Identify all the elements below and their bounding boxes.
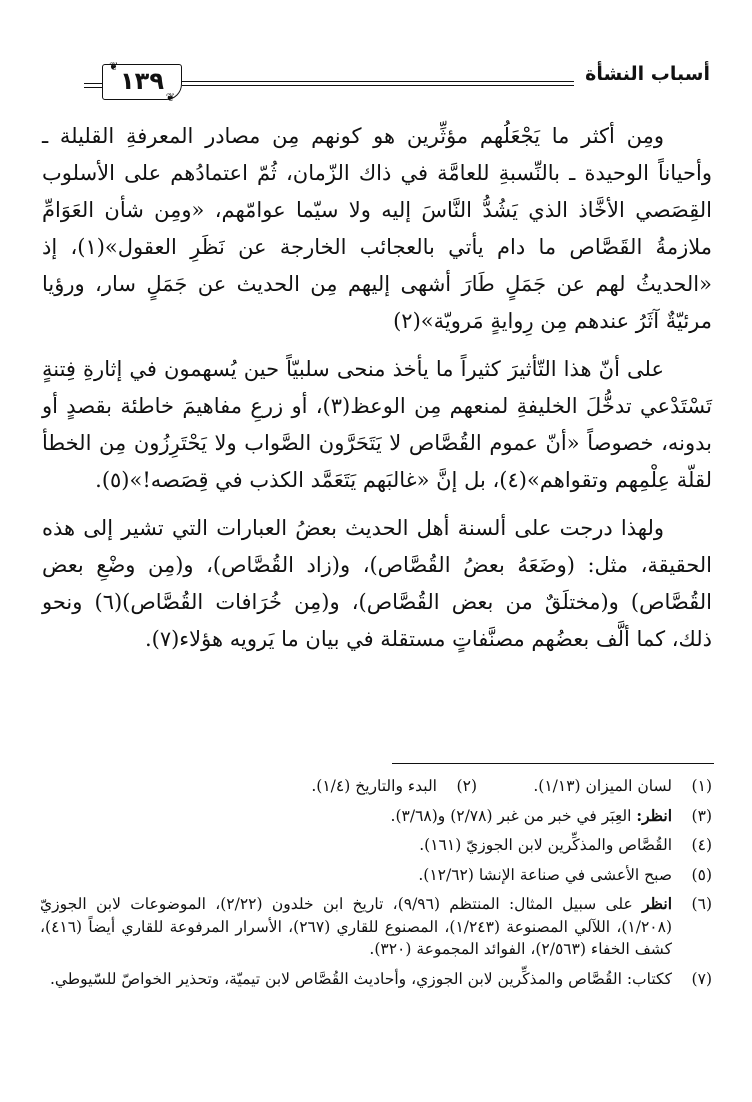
- paragraph-2: [42, 351, 712, 499]
- footnote-text: القُصَّاص والمذكِّرين لابن الجوزيّ (١٦١).: [419, 836, 672, 854]
- footnotes: [40, 768, 712, 990]
- footnote-1: [477, 775, 712, 798]
- paragraph-3: [42, 510, 712, 658]
- footnote-number: (٤): [691, 836, 712, 854]
- footnote-7: [40, 968, 712, 991]
- ornament-icon: ❦: [165, 91, 175, 104]
- paragraph-1-text: ومِن أكثر ما يَجْعَلُهم مؤثِّرين هو كونهم مِن مصادر المعرفةِ القليلة ـ وأحياناً الوحيدة ـ بالنِّسبةِ للعامَّة في ذاك الزّمان، ثُمّ اعتمادُهم على الأسلوب القِصَصي الأخَّاذ الذي يَشُدُّ النَّاسَ إليه ولا سيّما عوامّهم، «ومِن شأن العَوَامِّ ملازمةُ القَصَّاص ما دام يأتي بالعجائب الخارجة عن نَظَرِ العقول»(١)، إذ «الحديثُ لهم عن جَمَلٍ طَارَ أشهى إليهم مِن الحديث عن جَمَلٍ سار، ورؤيا مرئيّةٌ آثَرُ عندهم مِن رِوايةٍ مَرويّة»(٢): [42, 124, 712, 333]
- header-rule-left-2: [84, 87, 102, 88]
- footnote-text: العِبَر في خبر من غبر (٢/٧٨) و(٣/٦٨).: [390, 806, 632, 825]
- header-rule-top: [182, 81, 574, 82]
- page-number: ١٣٩: [120, 67, 164, 95]
- footnote-row-1-2: [40, 775, 712, 798]
- footnote-text: على سبيل المثال: المنتظم (٩/٩٦)، تاريخ ابن خلدون (٢/٢٢)، الموضوعات لابن الجوزيّ (١/٢٠٨)، اللآلي المصنوعة (١/٢٤٣)، المصنوع للقاري (٢٦٧)، الأسرار المرفوعة للقاري أيضاً (٤١٦)، كشف الخفاء (٢/٥٦٣)، الفوائد المجموعة (٣٢٠).: [40, 895, 672, 958]
- footnote-number: (٢): [456, 777, 477, 795]
- footnote-lead: انظر: [642, 894, 672, 913]
- paragraph-1: [42, 118, 712, 340]
- footnote-text: صبح الأعشى في صناعة الإنشا (١٢/٦٢).: [418, 865, 672, 884]
- footnote-number: (٣): [691, 806, 712, 825]
- footnote-number: (٦): [691, 895, 712, 913]
- footnote-5: [40, 864, 712, 887]
- footnote-text: ككتاب: القُصَّاص والمذكِّرين لابن الجوزي، وأحاديث القُصَّاص لابن تيميّة، وتحذير الخواصّ للسّيوطي.: [49, 969, 672, 988]
- paragraph-3-text: ولهذا درجت على ألسنة أهل الحديث بعضُ العبارات التي تشير إلى هذه الحقيقة، مثل: (وضَعَهُ بعضُ القُصَّاص)، و(زاد القُصَّاص)، و(مِن وضْعِ بعض القُصَّاص) و(مختلَقٌ من بعض القُصَّاص)، و(مِن خُرَافات القُصَّاص)(٦) ونحو ذلك، كما ألَّف بعضُهم مصنَّفاتٍ مستقلة في بيان ما يَرويه هؤلاء(٧).: [42, 516, 712, 651]
- footnote-text: البدء والتاريخ (١/٤).: [311, 777, 437, 795]
- ornament-icon: ❦: [109, 60, 119, 73]
- main-text: [42, 118, 712, 658]
- footnote-4: [40, 834, 712, 857]
- footnote-lead: انظر:: [636, 805, 672, 825]
- footnote-6: [40, 893, 712, 961]
- header-rule-bottom: [182, 85, 574, 86]
- footnote-number: (١): [691, 777, 712, 795]
- running-title: أسباب النشأة: [585, 63, 710, 85]
- footnote-separator: [392, 763, 714, 764]
- footnote-number: (٥): [691, 865, 712, 884]
- footnote-text: لسان الميزان (١/١٣).: [533, 777, 672, 795]
- header-rule-left: [84, 83, 102, 84]
- page-number-frame: [102, 60, 182, 104]
- paragraph-2-text: على أنّ هذا التّأثيرَ كثيراً ما يأخذ منحى سلبيّاً حين يُسهمون في إثارةِ فِتنةٍ تَسْتَدْعي تدخُّلَ الخليفةِ لمنعهم مِن الوعظ(٣)، أو زرعِ مفاهيمَ خاطئة بقصدٍ أو بدونه، خصوصاً «أنّ عموم القُصَّاص لا يَتَحَرَّون الصَّواب ولا يَحْتَرِزُون مِن الخطأ لقلّة عِلْمِهم وتقواهم»(٤)، بل إنَّ «غالبَهم يَتَعَمَّد الكذب في قِصَصه!»(٥).: [42, 357, 712, 492]
- footnote-3: [40, 805, 712, 828]
- footnote-2: [237, 775, 477, 798]
- footnote-number: (٧): [691, 969, 712, 988]
